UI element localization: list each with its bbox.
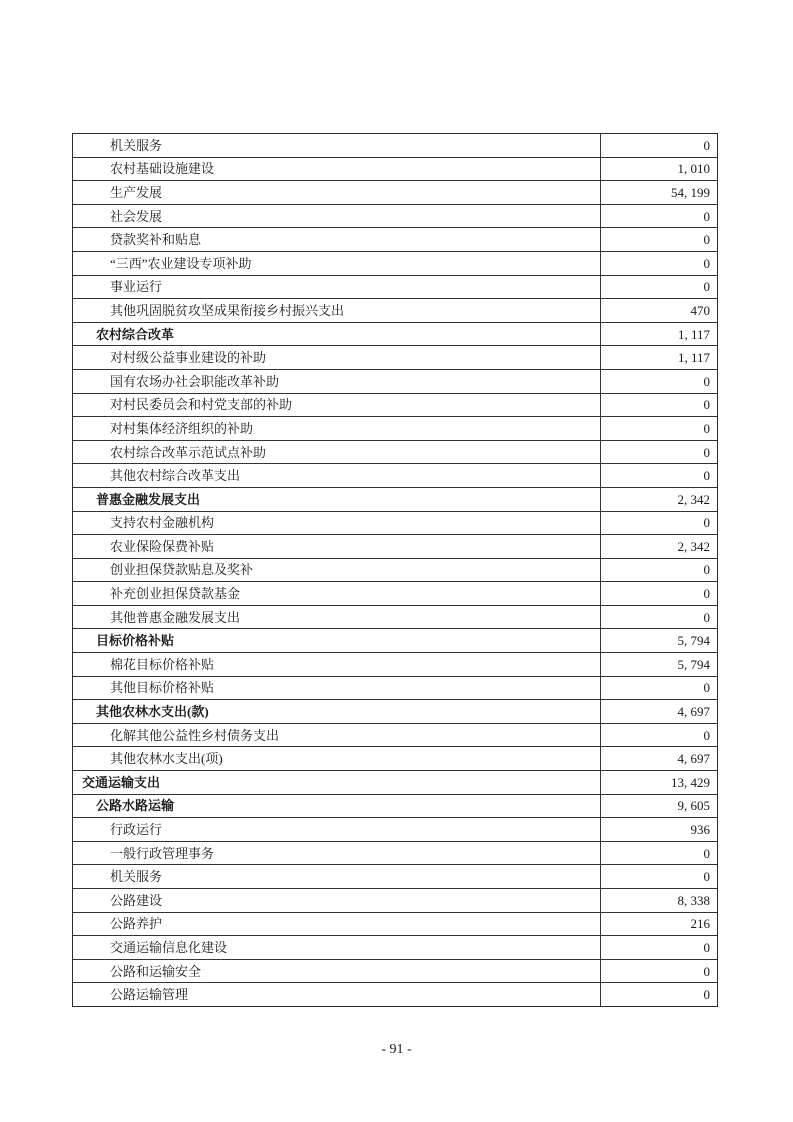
item-label: 补充创业担保贷款基金 [73, 582, 601, 605]
amount-value: 0 [703, 609, 710, 625]
table-row [73, 771, 717, 795]
table-row [73, 252, 717, 276]
amount-value: 0 [703, 727, 710, 743]
item-label: 普惠金融发展支出 [73, 488, 601, 511]
table-row [73, 865, 717, 889]
item-label: 国有农场办社会职能改革补助 [73, 370, 601, 393]
item-label: 棉花目标价格补贴 [73, 653, 601, 676]
item-label: 其他农林水支出(项) [73, 747, 601, 770]
amount-value: 0 [703, 939, 710, 955]
table-row [73, 535, 717, 559]
table-row [73, 606, 717, 630]
item-label: 机关服务 [73, 865, 601, 888]
amount-value: 2, 342 [677, 491, 710, 507]
amount-value: 0 [703, 420, 710, 436]
item-label: 农村综合改革示范试点补助 [73, 441, 601, 464]
item-label: 其他普惠金融发展支出 [73, 606, 601, 629]
amount-value: 936 [690, 822, 710, 838]
item-label: 贷款奖补和贴息 [73, 228, 601, 251]
amount-value: 1, 117 [677, 350, 710, 366]
item-label: 社会发展 [73, 205, 601, 228]
item-label: 化解其他公益性乡村债务支出 [73, 724, 601, 747]
item-label: 其他目标价格补贴 [73, 677, 601, 700]
item-label: 对村集体经济组织的补助 [73, 417, 601, 440]
amount-value: 0 [703, 232, 710, 248]
item-label: 农村综合改革 [73, 323, 601, 346]
table-row [73, 795, 717, 819]
item-label: 其他巩固脱贫攻坚成果衔接乡村振兴支出 [73, 299, 601, 322]
item-label: 农业保险保费补贴 [73, 535, 601, 558]
amount-value: 0 [703, 444, 710, 460]
amount-value: 0 [703, 208, 710, 224]
table-row [73, 417, 717, 441]
amount-value: 1, 010 [677, 161, 710, 177]
amount-value: 4, 697 [677, 704, 710, 720]
item-label: “三西”农业建设专项补助 [73, 252, 601, 275]
table-row [73, 512, 717, 536]
item-label: 交通运输支出 [73, 771, 601, 794]
table-row [73, 134, 717, 158]
table-row [73, 747, 717, 771]
table-row [73, 205, 717, 229]
table-row [73, 936, 717, 960]
table-row [73, 228, 717, 252]
amount-value: 0 [703, 586, 710, 602]
item-label: 其他农林水支出(款) [73, 700, 601, 723]
table-row [73, 394, 717, 418]
table-row [73, 158, 717, 182]
item-label: 对村级公益事业建设的补助 [73, 346, 601, 369]
amount-value: 216 [690, 916, 710, 932]
table-row [73, 913, 717, 937]
table-row [73, 724, 717, 748]
table-row [73, 370, 717, 394]
table-row [73, 464, 717, 488]
amount-value: 4, 697 [677, 751, 710, 767]
amount-value: 0 [703, 137, 710, 153]
item-label: 农村基础设施建设 [73, 158, 601, 181]
table-row [73, 346, 717, 370]
budget-table [72, 133, 718, 1007]
item-label: 公路养护 [73, 913, 601, 936]
table-row [73, 181, 717, 205]
item-label: 生产发展 [73, 181, 601, 204]
table-row [73, 842, 717, 866]
amount-value: 0 [703, 279, 710, 295]
amount-value: 0 [703, 373, 710, 389]
item-label: 创业担保贷款贴息及奖补 [73, 559, 601, 582]
amount-value: 54, 199 [671, 184, 710, 200]
item-label: 交通运输信息化建设 [73, 936, 601, 959]
item-label: 公路运输管理 [73, 983, 601, 1006]
amount-value: 0 [703, 987, 710, 1003]
amount-value: 0 [703, 869, 710, 885]
amount-value: 2, 342 [677, 538, 710, 554]
table-row [73, 323, 717, 347]
table-row [73, 653, 717, 677]
amount-value: 0 [703, 562, 710, 578]
table-row [73, 889, 717, 913]
table-row [73, 488, 717, 512]
table-row [73, 276, 717, 300]
table-row [73, 700, 717, 724]
amount-value: 0 [703, 255, 710, 271]
item-label: 支持农村金融机构 [73, 512, 601, 535]
table-row [73, 441, 717, 465]
amount-value: 0 [703, 680, 710, 696]
item-label: 目标价格补贴 [73, 629, 601, 652]
item-label: 事业运行 [73, 276, 601, 299]
amount-value: 5, 794 [677, 656, 710, 672]
item-label: 其他农村综合改革支出 [73, 464, 601, 487]
table-row [73, 559, 717, 583]
amount-value: 0 [703, 963, 710, 979]
amount-value: 0 [703, 468, 710, 484]
amount-value: 1, 117 [677, 326, 710, 342]
item-label: 公路和运输安全 [73, 960, 601, 983]
amount-value: 0 [703, 845, 710, 861]
amount-value: 13, 429 [671, 774, 710, 790]
table-row [73, 818, 717, 842]
item-label: 对村民委员会和村党支部的补助 [73, 394, 601, 417]
amount-value: 9, 605 [677, 798, 710, 814]
amount-value: 8, 338 [677, 892, 710, 908]
amount-value: 0 [703, 515, 710, 531]
item-label: 行政运行 [73, 818, 601, 841]
table-row [73, 960, 717, 984]
page-number: - 91 - [381, 1042, 412, 1057]
table-row [73, 629, 717, 653]
item-label: 机关服务 [73, 134, 601, 157]
table-row [73, 299, 717, 323]
amount-value: 0 [703, 397, 710, 413]
item-label: 公路建设 [73, 889, 601, 912]
amount-value: 5, 794 [677, 633, 710, 649]
item-label: 公路水路运输 [73, 795, 601, 818]
item-label: 一般行政管理事务 [73, 842, 601, 865]
table-row [73, 677, 717, 701]
table-row [73, 582, 717, 606]
table-row [73, 983, 717, 1006]
amount-value: 470 [690, 302, 710, 318]
